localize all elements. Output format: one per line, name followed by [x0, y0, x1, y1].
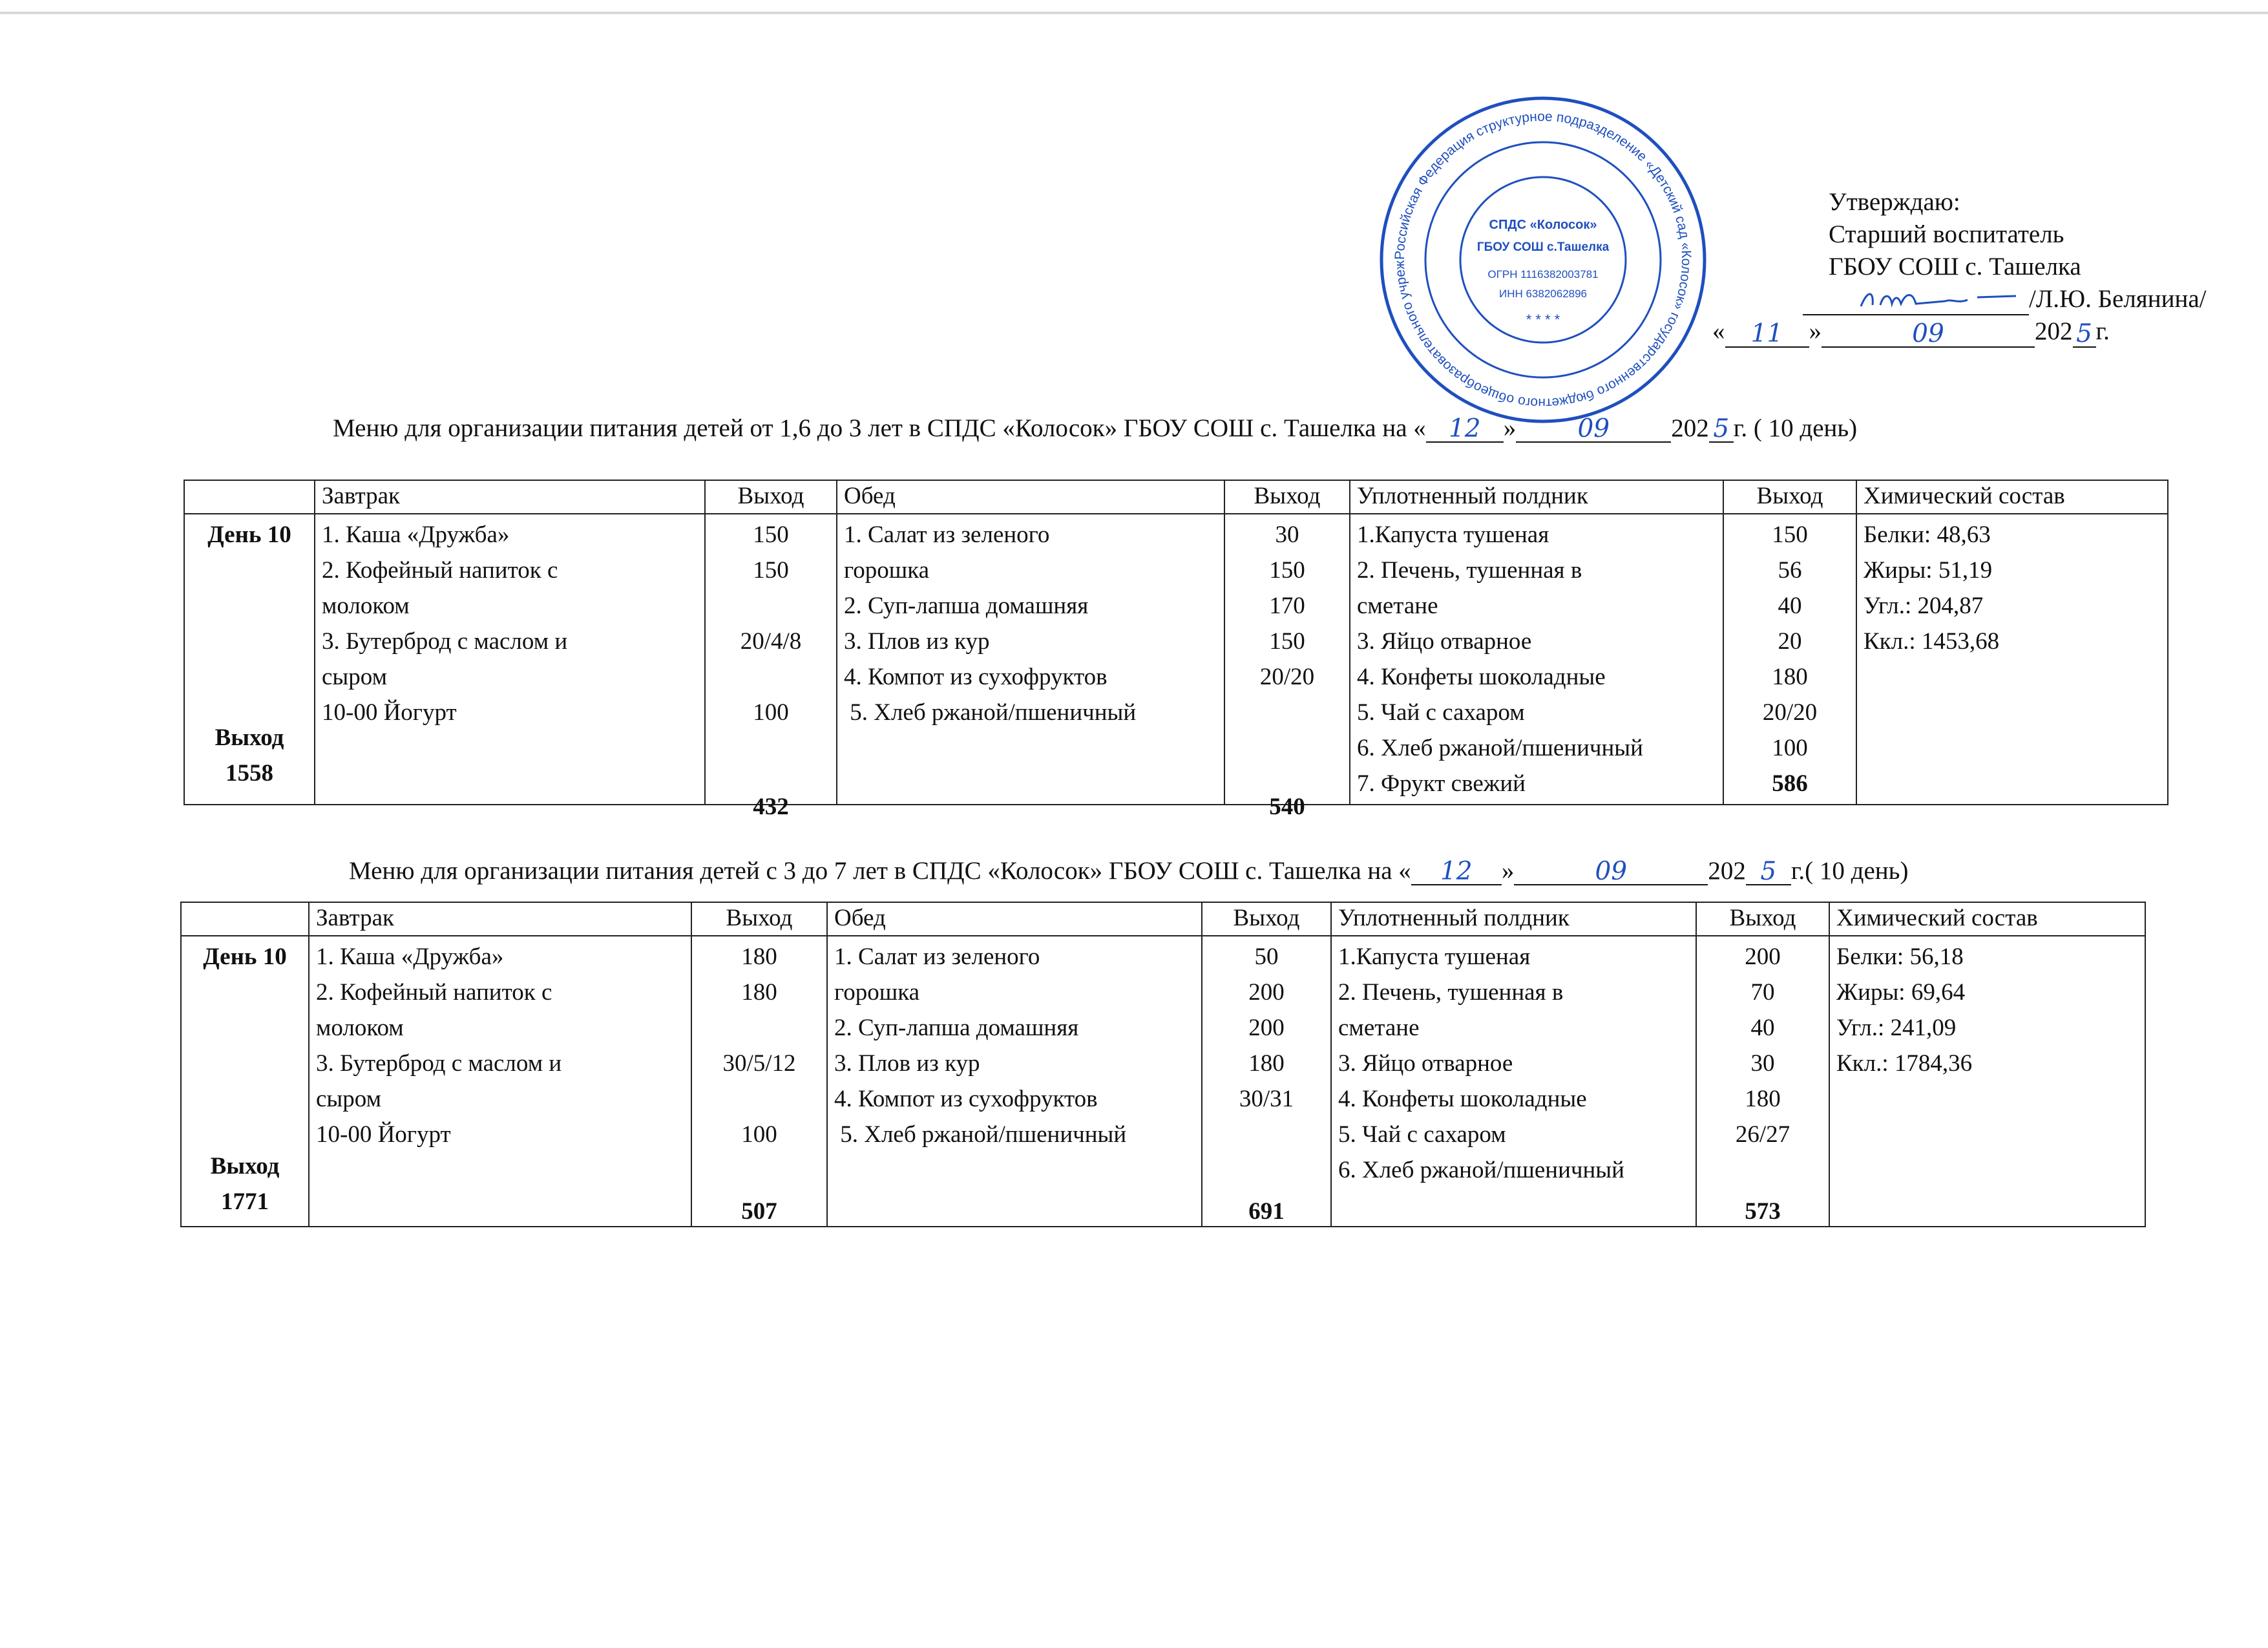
- menu1-header-snack-out: Выход: [1723, 480, 1856, 514]
- output-value: 200: [1248, 1015, 1285, 1041]
- approval-signature-line: [1803, 283, 2207, 315]
- output-value: 20/20: [1762, 699, 1818, 726]
- output-value: 180: [741, 944, 777, 970]
- menu2-chem-cell: [1829, 936, 2145, 1227]
- list-item: 2. Кофейный напиток с: [316, 979, 552, 1006]
- list-item: сметане: [1357, 593, 1438, 619]
- output-value: [712, 588, 830, 624]
- quote-open: «: [1712, 317, 1725, 345]
- list-item: 3. Бутерброд с маслом и: [322, 628, 568, 655]
- stamp-stars: * * * *: [1526, 312, 1560, 328]
- menu1-header-lunch-out: Выход: [1224, 480, 1350, 514]
- menu1-snack-out-cell: [1723, 514, 1856, 805]
- menu1-chem-cell: [1856, 514, 2168, 805]
- menu1-title-end: г. ( 10 день): [1733, 414, 1858, 442]
- menu2-title-qclose: »: [1501, 857, 1515, 885]
- approval-month: 09: [1822, 318, 2035, 348]
- list-item: 5. Хлеб ржаной/пшеничный: [844, 699, 1137, 726]
- list-item: 1. Каша «Дружба»: [322, 522, 510, 548]
- stamp-line-1: СПДС «Колосок»: [1489, 218, 1597, 232]
- output-value: 70: [1750, 979, 1775, 1006]
- menu1-day-cell: [184, 514, 315, 805]
- menu2-header-lunch-out: Выход: [1202, 902, 1331, 936]
- output-value: 30: [1275, 522, 1299, 548]
- output-value: 200: [1248, 979, 1285, 1006]
- stamp-graphic: [1375, 92, 1711, 428]
- menu2-title-end: г.( 10 день): [1790, 857, 1909, 885]
- menu2-header-breakfast: Завтрак: [309, 902, 691, 936]
- menu1-header-lunch: Обед: [837, 480, 1224, 514]
- chem-value: Ккл.: 1784,36: [1836, 1050, 1973, 1077]
- output-value: 150: [1772, 522, 1808, 548]
- output-value: 50: [1254, 944, 1279, 970]
- output-value: 150: [753, 557, 789, 584]
- output-value: 180: [1745, 1086, 1781, 1112]
- menu2-header-lunch: Обед: [827, 902, 1202, 936]
- menu2-output-label: Выход: [210, 1153, 280, 1179]
- list-item: 3. Яйцо отварное: [1357, 628, 1532, 655]
- stamp-line-4: ИНН 6382062896: [1498, 288, 1588, 300]
- output-value: 150: [753, 522, 789, 548]
- list-item: 1. Салат из зеленого: [844, 522, 1050, 548]
- menu2-snack-cell: [1331, 936, 1696, 1227]
- output-value: 30/5/12: [722, 1050, 796, 1077]
- menu2-title-year-prefix: 202: [1708, 857, 1746, 885]
- list-item: 1.Капуста тушеная: [1338, 944, 1531, 970]
- menu1-day-label: День 10: [207, 522, 291, 548]
- approval-year-suffix: г.: [2095, 317, 2110, 345]
- menu2-day-label: День 10: [203, 944, 287, 970]
- list-item: горошка: [844, 557, 930, 584]
- list-item: 1. Каша «Дружба»: [316, 944, 504, 970]
- menu2-snack-total: 573: [1745, 1198, 1781, 1225]
- menu1-lunch-cell: [837, 514, 1224, 805]
- menu2-breakfast-cell: [309, 936, 691, 1227]
- list-item: 5. Чай с сахаром: [1357, 699, 1525, 726]
- chem-value: Угл.: 204,87: [1864, 593, 1984, 619]
- menu1-title: [333, 414, 1857, 443]
- list-item: 4. Компот из сухофруктов: [844, 664, 1108, 690]
- menu2-header-snack-out: Выход: [1696, 902, 1829, 936]
- official-stamp: [1375, 92, 1711, 428]
- menu1-output-label: Выход: [215, 724, 284, 751]
- list-item: горошка: [834, 979, 920, 1006]
- output-value: 56: [1778, 557, 1802, 584]
- output-value: 30/31: [1239, 1086, 1294, 1112]
- menu2-header-breakfast-out: Выход: [691, 902, 827, 936]
- chem-value: Угл.: 241,09: [1836, 1015, 1957, 1041]
- menu1-title-year-digit: 5: [1709, 414, 1734, 443]
- menu1-header-row: [184, 480, 2168, 514]
- menu2-lunch-cell: [827, 936, 1202, 1227]
- menu2-breakfast-out-cell: [691, 936, 827, 1227]
- output-value: 180: [1248, 1050, 1285, 1077]
- menu1-title-month: 09: [1516, 414, 1671, 443]
- chem-value: Жиры: 69,64: [1836, 979, 1966, 1006]
- menu1-title-start: Меню для организации питания детей от 1,6 до 3 лет в СПДС «Колосок» ГБОУ СОШ с. Ташелка на «: [333, 414, 1426, 442]
- menu2-title: [349, 856, 1908, 885]
- list-item: 3. Бутерброд с маслом и: [316, 1050, 562, 1077]
- output-value: 150: [1269, 557, 1305, 584]
- list-item: сметане: [1338, 1015, 1420, 1041]
- menu2-title-year-digit: 5: [1746, 857, 1791, 885]
- approval-block: [1712, 186, 2207, 348]
- output-value: 26/27: [1735, 1121, 1790, 1148]
- output-value: [698, 1010, 820, 1046]
- menu2-lunch-total: 691: [1248, 1198, 1285, 1225]
- stamp-line-2: ГБОУ СОШ с.Ташелка: [1476, 240, 1610, 254]
- handwritten-signature: [1854, 287, 2022, 313]
- output-value: 100: [741, 1121, 777, 1148]
- list-item: 3. Яйцо отварное: [1338, 1050, 1513, 1077]
- output-value: 20/4/8: [740, 628, 802, 655]
- menu1-body-row: [184, 514, 2168, 805]
- list-item: 1.Капуста тушеная: [1357, 522, 1549, 548]
- output-value: 180: [1772, 664, 1808, 690]
- menu1-output-total: 1558: [226, 760, 273, 787]
- approval-date: [1712, 315, 2207, 348]
- approval-line-3: ГБОУ СОШ с. Ташелка: [1829, 253, 2081, 280]
- output-value: 100: [1772, 735, 1808, 761]
- output-value: 40: [1750, 1015, 1775, 1041]
- menu1-table: [184, 480, 2168, 820]
- stamp-outer-text: Российская Федерация структурное подразделение «Детский сад «Колосок» государственного бюджетного общеобразовательного учреж: [1392, 109, 1694, 411]
- list-item: 2. Суп-лапша домашняя: [834, 1015, 1079, 1041]
- menu2-title-day: 12: [1411, 857, 1502, 885]
- approval-line-1: Утверждаю:: [1829, 188, 1960, 216]
- menu1-snack-total: 586: [1772, 770, 1808, 797]
- output-value: 170: [1269, 593, 1305, 619]
- output-value: 30: [1750, 1050, 1775, 1077]
- menu2-table: [180, 902, 2146, 1227]
- list-item: 1. Салат из зеленого: [834, 944, 1040, 970]
- menu1-title-qclose: »: [1503, 414, 1517, 442]
- menu1-breakfast-out-cell: [705, 514, 837, 820]
- list-item: 2. Печень, тушенная в: [1357, 557, 1582, 584]
- menu1-lunch-out-cell: [1224, 514, 1350, 820]
- chem-value: Ккл.: 1453,68: [1864, 628, 2000, 655]
- menu1-title-year-prefix: 202: [1671, 414, 1709, 442]
- list-item: 6. Хлеб ржаной/пшеничный: [1338, 1157, 1624, 1183]
- approval-line-2: Старший воспитатель: [1829, 220, 2064, 248]
- menu2-day-cell: [181, 936, 309, 1227]
- output-value: 20: [1778, 628, 1802, 655]
- output-value: 100: [753, 699, 789, 726]
- menu2-header-day: [181, 902, 309, 936]
- list-item: 5. Хлеб ржаной/пшеничный: [834, 1121, 1127, 1148]
- menu1-breakfast-total: 432: [753, 794, 789, 820]
- list-item: молоком: [322, 593, 410, 619]
- list-item: 2. Печень, тушенная в: [1338, 979, 1564, 1006]
- menu1-header-breakfast-out: Выход: [705, 480, 837, 514]
- menu2-body-row: [181, 936, 2145, 1227]
- list-item: 3. Плов из кур: [844, 628, 990, 655]
- output-value: 40: [1778, 593, 1802, 619]
- chem-value: Белки: 48,63: [1864, 522, 1991, 548]
- list-item: 7. Фрукт свежий: [1357, 770, 1526, 797]
- output-value: 20/20: [1259, 664, 1315, 690]
- list-item: 4. Конфеты шоколадные: [1357, 664, 1606, 690]
- list-item: 2. Кофейный напиток с: [322, 557, 558, 584]
- output-value: 180: [741, 979, 777, 1006]
- approval-year-prefix: 202: [2035, 317, 2073, 345]
- menu2-header-snack: Уплотненный полдник: [1331, 902, 1696, 936]
- menu1-lunch-total: 540: [1269, 794, 1305, 820]
- signature: [1803, 286, 2029, 315]
- approval-year-digit: 5: [2073, 318, 2096, 348]
- menu2-snack-out-cell: [1696, 936, 1829, 1227]
- list-item: 3. Плов из кур: [834, 1050, 980, 1077]
- stamp-line-3: ОГРН 1116382003781: [1487, 268, 1599, 280]
- output-value: 200: [1745, 944, 1781, 970]
- menu1-header-snack: Уплотненный полдник: [1350, 480, 1723, 514]
- menu2-header-chem: Химический состав: [1829, 902, 2145, 936]
- list-item: 5. Чай с сахаром: [1338, 1121, 1506, 1148]
- approval-signer: /Л.Ю. Белянинa/: [2029, 285, 2207, 313]
- list-item: сыром: [316, 1086, 381, 1112]
- menu1-header-chem: Химический состав: [1856, 480, 2168, 514]
- menu2-lunch-out-cell: [1202, 936, 1331, 1227]
- output-value: [698, 1081, 820, 1117]
- list-item: сыром: [322, 664, 387, 690]
- list-item: 10-00 Йогурт: [316, 1121, 451, 1148]
- menu1-header-breakfast: Завтрак: [315, 480, 705, 514]
- menu1-snack-cell: [1350, 514, 1723, 805]
- approval-day: 11: [1725, 318, 1809, 348]
- list-item: 4. Конфеты шоколадные: [1338, 1086, 1587, 1112]
- output-value: [712, 659, 830, 695]
- quote-close: »: [1809, 317, 1822, 345]
- menu2-output-total: 1771: [221, 1188, 269, 1215]
- menu1-breakfast-cell: [315, 514, 705, 805]
- list-item: 2. Суп-лапша домашняя: [844, 593, 1089, 619]
- list-item: 4. Компот из сухофруктов: [834, 1086, 1098, 1112]
- chem-value: Жиры: 51,19: [1864, 557, 1993, 584]
- list-item: 6. Хлеб ржаной/пшеничный: [1357, 735, 1643, 761]
- menu2-header-row: [181, 902, 2145, 936]
- menu1-header-day: [184, 480, 315, 514]
- output-value: 150: [1269, 628, 1305, 655]
- list-item: 10-00 Йогурт: [322, 699, 457, 726]
- menu1-title-day: 12: [1426, 414, 1504, 443]
- scan-edge-line: [0, 12, 2268, 14]
- menu2-breakfast-total: 507: [741, 1198, 777, 1225]
- menu2-title-start: Меню для организации питания детей с 3 до 7 лет в СПДС «Колосок» ГБОУ СОШ с. Ташелка на «: [349, 857, 1411, 885]
- menu2-title-month: 09: [1514, 857, 1708, 885]
- chem-value: Белки: 56,18: [1836, 944, 1964, 970]
- list-item: молоком: [316, 1015, 404, 1041]
